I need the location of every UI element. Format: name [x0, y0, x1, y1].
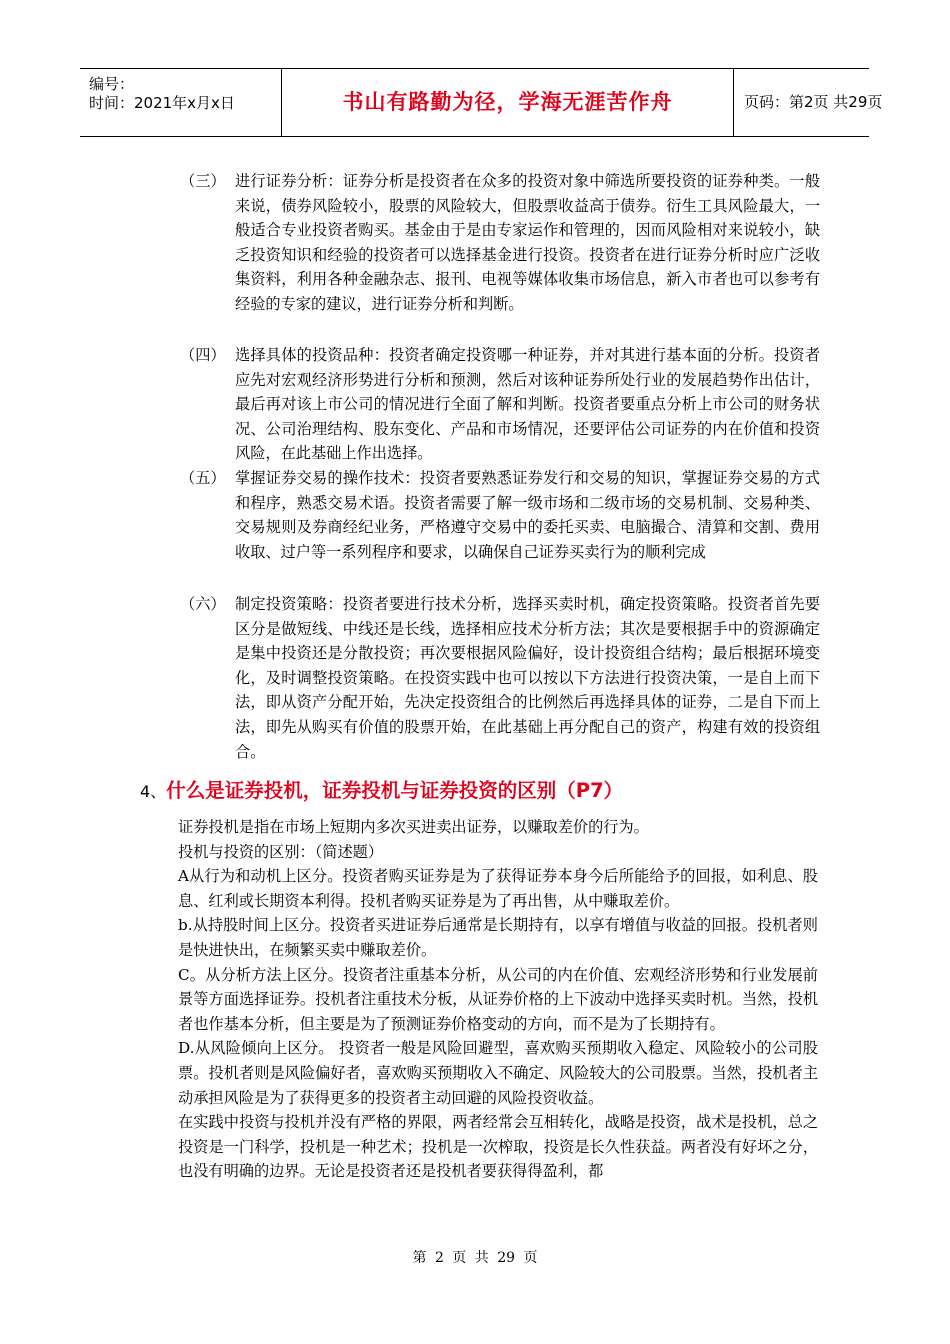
item-text: 进行证券分析：证券分析是投资者在众多的投资对象中筛选所要投资的证券种类。一般来说，债券风险较小，股票的风险较大，但股票收益高于债券。衍生工具风险最大，一般适合专业投资者购买。基金由于是由专家运作和管理的，因而风险相对来说较小，缺乏投资知识和经验的投资者可以选择基金进行投资。投资者在进行证券分析时应广泛收集资料，利用各种金融杂志、报刊、电视等媒体收集市场信息，新入市者也可以参考有经验的专家的建议，进行证券分析和判断。 [235, 172, 820, 313]
item-number: （五） [180, 469, 226, 487]
paragraph: A从行为和动机上区分。投资者购买证券是为了获得证券本身今后所能给予的回报，如利息、股息、红利或长期资本利得。投机者购买证券是为了再出售，从中赚取差价。 [178, 867, 818, 910]
list-item [180, 592, 820, 764]
header-page-info: 页码：第2页 共29页 [744, 93, 883, 111]
item-text: 选择具体的投资品种：投资者确定投资哪一种证券，并对其进行基本面的分析。投资者应先对宏观经济形势进行分析和预测，然后对该种证券所处行业的发展趋势作出估计，最后再对该上市公司的情况进行全面了解和判断。投资者要重点分析上市公司的财务状况、公司治理结构、股东变化、产品和市场情况，还要评估公司证券的内在价值和投资风险，在此基础上作出选择。 [235, 346, 820, 463]
header-motto: 书山有路勤为径，学海无涯苦作舟 [282, 69, 734, 136]
section-body [178, 815, 818, 1184]
document-header [80, 68, 883, 137]
list-item [180, 466, 820, 564]
doc-number-label: 编号： [89, 75, 135, 93]
list-item [180, 343, 820, 466]
list-item [180, 169, 820, 317]
paragraph: C。从分析方法上区分。投资者注重基本分析，从公司的内在价值、宏观经济形势和行业发展前景等方面选择证券。投机者注重技术分板，从证券价格的上下波动中选择买卖时机。当然，投机者也作基本分析，但主要是为了预测证券价格变动的方向，而不是为了长期持有。 [178, 965, 818, 1033]
section-heading [140, 775, 623, 803]
header-meta-cell [80, 69, 282, 136]
paragraph: 在实践中投资与投机并没有严格的界限，两者经常会互相转化，战略是投资，战术是投机，总之投资是一门科学，投机是一种艺术；投机是一次榨取，投资是长久性获益。两者没有好坏之分，也没有明确的边界。无论是投资者还是投机者要获得得盈利，都 [178, 1113, 818, 1181]
paragraph: 投机与投资的区别：（简述题） [178, 842, 384, 861]
item-number: （三） [180, 172, 226, 190]
item-text: 掌握证券交易的操作技术：投资者要熟悉证券发行和交易的知识，掌握证券交易的方式和程序，熟悉交易术语。投资者需要了解一级市场和二级市场的交易机制、交易种类、交易规则及券商经纪业务，严格遵守交易中的委托买卖、电脑撮合、清算和交割、费用收取、过户等一系列程序和要求，以确保自己证券买卖行为的顺利完成 [235, 469, 820, 561]
section-number: 4、 [140, 782, 167, 801]
paragraph: 证券投机是指在市场上短期内多次买进卖出证券，以赚取差价的行为。 [178, 818, 649, 836]
paragraph: D.从风险倾向上区分。 投资者一般是风险回避型，喜欢购买预期收入稳定、风险较小的公司股票。投机者则是风险偏好者，喜欢购买预期收入不确定、风险较大的公司股票。当然，投机者主动承担风险是为了获得更多的投资者主动回避的风险投资收益。 [178, 1039, 818, 1107]
paragraph: b.从持股时间上区分。投资者买进证券后通常是长期持有，以享有增值与收益的回报。投机者则是快进快出，在频繁买卖中赚取差价。 [178, 916, 818, 959]
section-title: 什么是证券投机，证券投机与证券投资的区别（P7） [166, 779, 624, 802]
page-footer: 第 2 页 共 29 页 [412, 1250, 538, 1266]
item-number: （四） [180, 346, 226, 364]
item-text: 制定投资策略：投资者要进行技术分析，选择买卖时机，确定投资策略。投资者首先要区分是做短线、中线还是长线，选择相应技术分析方法；其次是要根据手中的资源确定是集中投资还是分散投资；再次要根据风险偏好，设计投资组合结构；最后根据环境变化，及时调整投资策略。在投资实践中也可以按以下方法进行投资决策，一是自上而下法，即从资产分配开始，先决定投资组合的比例然后再选择具体的证券，二是自下而上法，即先从购买有价值的股票开始，在此基础上再分配自己的资产，构建有效的投资组合。 [235, 595, 820, 761]
doc-date-label: 时间：2021年x月x日 [89, 94, 235, 112]
item-number: （六） [180, 595, 226, 613]
